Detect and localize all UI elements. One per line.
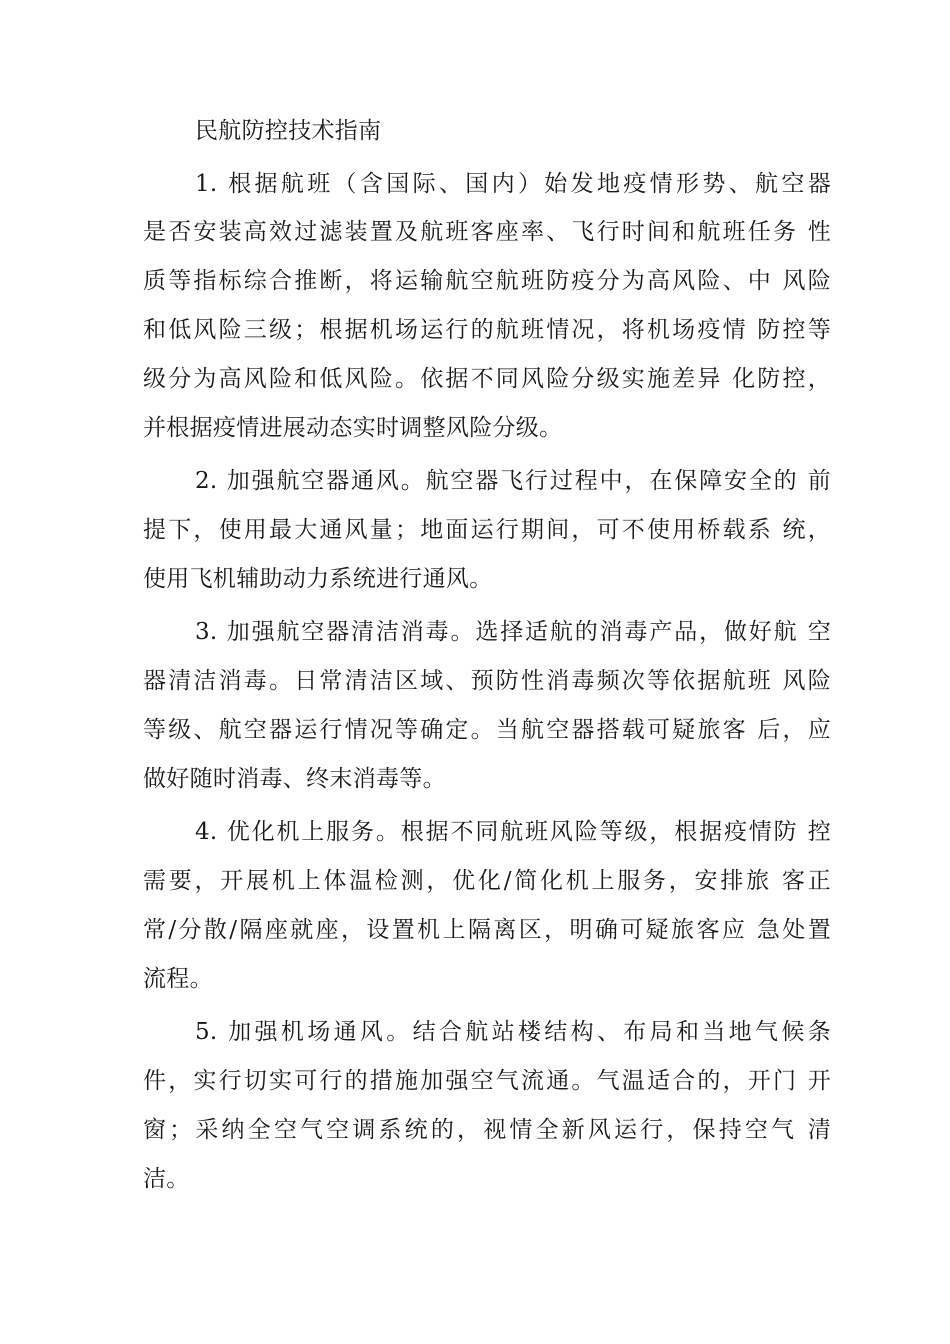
paragraph-line: 提下，使用最大通风量；地面运行期间，可不使用桥载系 统，: [143, 517, 831, 543]
paragraph-line: 和低风险三级；根据机场运行的航班情况，将机场疫情 防控等: [143, 317, 831, 343]
paragraph-line: 2. 加强航空器通风。航空器飞行过程中，在保障安全的 前: [195, 468, 831, 494]
paragraph-line: 常/分散/隔座就座，设置机上隔离区，明确可疑旅客应 急处置: [143, 917, 831, 943]
paragraph-line: 件，实行切实可行的措施加强空气流通。气温适合的，开门 开: [143, 1068, 831, 1094]
paragraph-line: 需要，开展机上体温检测，优化/简化机上服务，安排旅 客正: [143, 868, 831, 894]
paragraph-line: 3. 加强航空器清洁消毒。选择适航的消毒产品，做好航 空: [195, 619, 831, 645]
paragraph-line: 流程。: [143, 966, 213, 992]
paragraph-line: 质等指标综合推断，将运输航空航班防疫分为高风险、中 风险: [143, 268, 831, 294]
paragraph-line: 使用飞机辅助动力系统进行通风。: [143, 566, 493, 592]
document-title: 民航防控技术指南: [195, 118, 382, 144]
paragraph-line: 器清洁消毒。日常清洁区域、预防性消毒频次等依据航班 风险: [143, 668, 831, 694]
paragraph-line: 等级、航空器运行情况等确定。当航空器搭载可疑旅客 后，应: [143, 717, 831, 743]
paragraph-line: 做好随时消毒、终末消毒等。: [143, 766, 446, 792]
paragraph-line: 级分为高风险和低风险。依据不同风险分级实施差异 化防控，: [143, 366, 831, 392]
paragraph-line: 1. 根据航班（含国际、国内）始发地疫情形势、航空器: [195, 171, 831, 197]
paragraph-line: 并根据疫情进展动态实时调整风险分级。: [143, 415, 563, 441]
paragraph-line: 是否安装高效过滤装置及航班客座率、飞行时间和航班任务 性: [143, 219, 831, 245]
paragraph-line: 4. 优化机上服务。根据不同航班风险等级，根据疫情防 控: [195, 819, 831, 845]
paragraph-line: 5. 加强机场通风。结合航站楼结构、布局和当地气候条: [195, 1019, 831, 1045]
paragraph-line: 洁。: [143, 1166, 190, 1192]
paragraph-line: 窗；采纳全空气空调系统的，视情全新风运行，保持空气 清: [143, 1117, 831, 1143]
